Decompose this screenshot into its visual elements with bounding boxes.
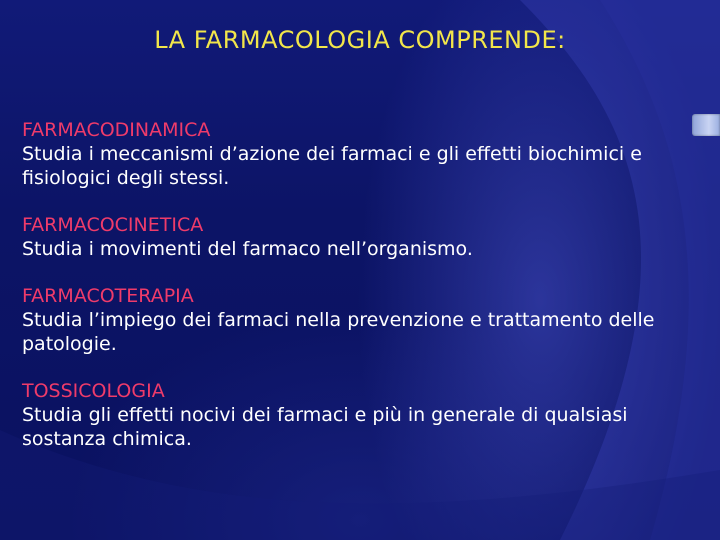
slide-title-text: LA FARMACOLOGIA COMPRENDE (154, 26, 558, 54)
slide-title-colon: : (557, 26, 566, 54)
section-farmacoterapia (22, 284, 712, 356)
section-farmacocinetica (22, 213, 712, 261)
section-heading: FARMACOCINETICA (22, 214, 204, 236)
section-heading: TOSSICOLOGIA (22, 380, 165, 402)
section-description: Studia i movimenti del farmaco nell’organismo. (22, 238, 473, 260)
section-description: Studia gli effetti nocivi dei farmaci e più in generale di qualsiasi sostanza chimica. (22, 404, 628, 450)
section-list (22, 118, 712, 474)
slide-title (0, 26, 720, 54)
section-tossicologia (22, 379, 712, 451)
section-farmacodinamica (22, 118, 712, 190)
section-heading: FARMACODINAMICA (22, 119, 211, 141)
section-heading: FARMACOTERAPIA (22, 285, 194, 307)
section-description: Studia l’impiego dei farmaci nella prevenzione e trattamento delle patologie. (22, 309, 655, 355)
section-description: Studia i meccanismi d’azione dei farmaci e gli effetti biochimici e fisiologici degli stessi. (22, 143, 642, 189)
